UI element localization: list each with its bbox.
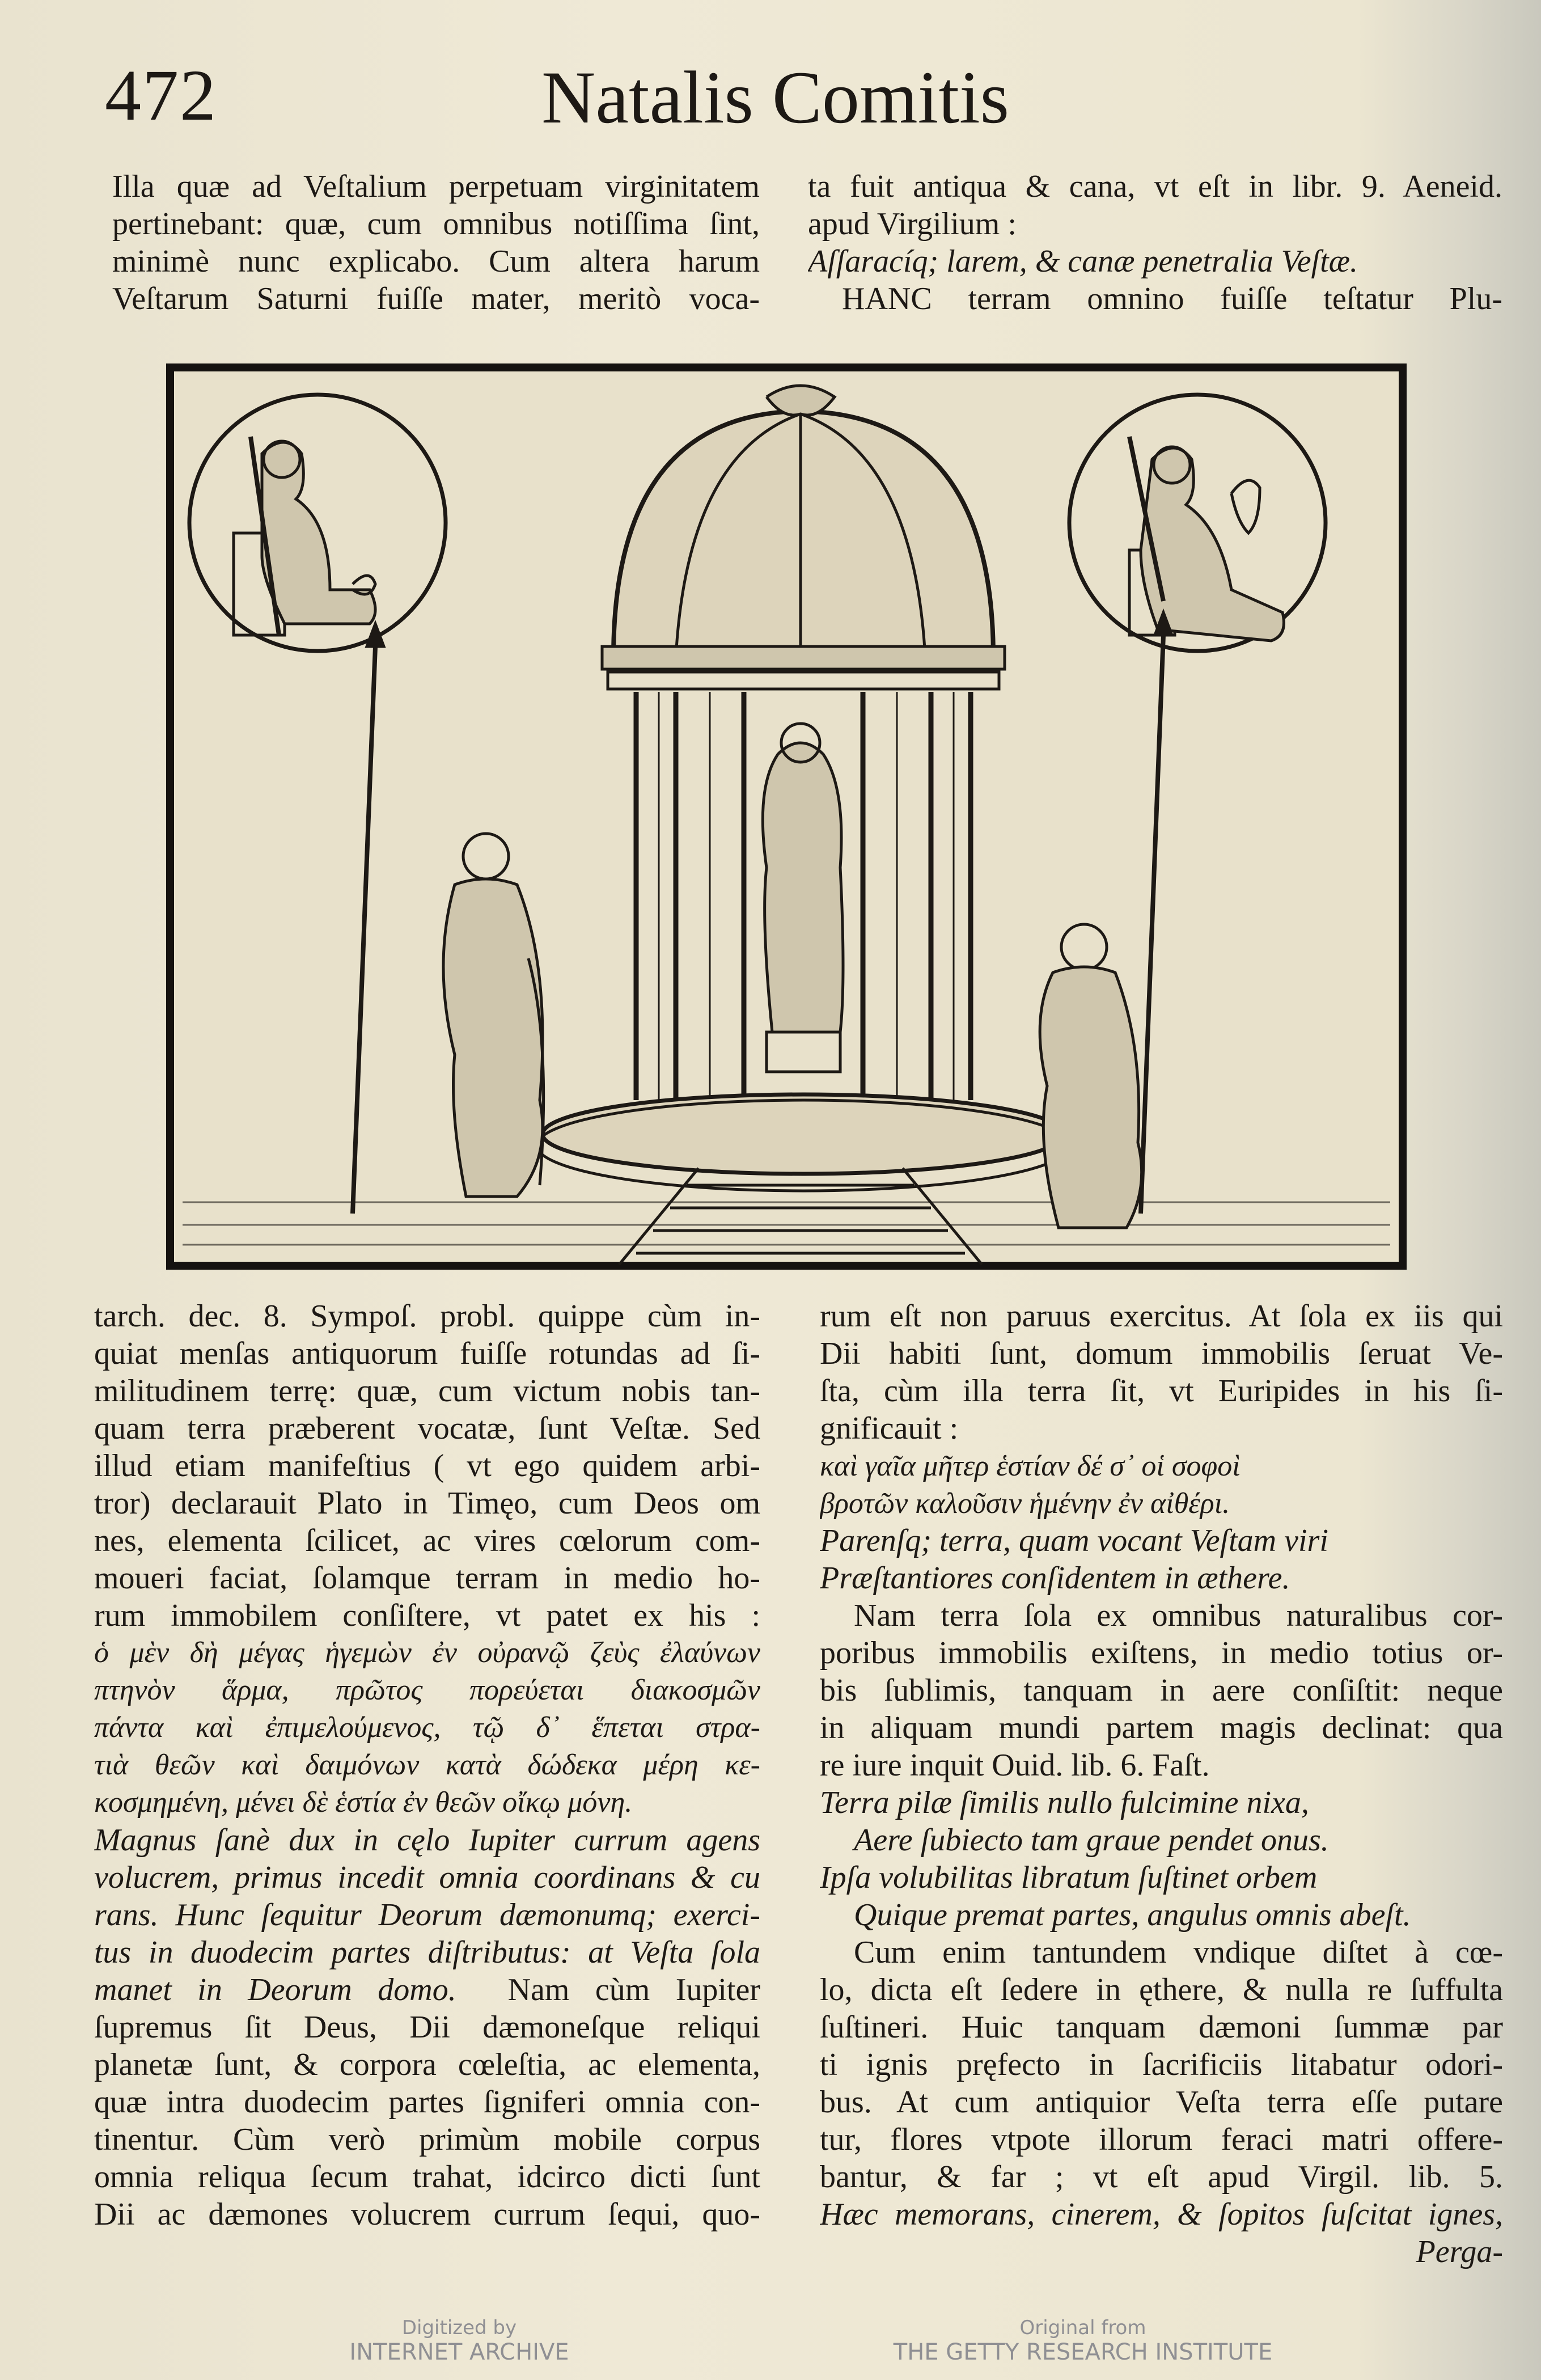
text-line: tinentur. Cùm verò primùm mobile corpus (94, 2122, 760, 2157)
text-line: rans. Hunc ſequitur Deorum dæmonumq; exerci- (94, 1897, 760, 1933)
text-line: ſuſtineri. Huic tanquam dæmoni ſummæ par (820, 2010, 1503, 2045)
text-line: βροτῶν καλοῦσιν ἡμένην ἐν αἰθέρι. (820, 1487, 1230, 1520)
bottom-left-column (94, 1297, 760, 2233)
text-line: poribus immobilis exiſtens, in medio totius or- (820, 1635, 1503, 1671)
text-line: Præſtantiores conſidentem in æthere. (820, 1561, 1290, 1596)
text-line: Aſſaracíq; larem, & canæ penetralia Veſtæ. (808, 244, 1358, 279)
text-line: Hæc memorans, cinerem, & ſopitos ſuſcitat ignes, (820, 2197, 1503, 2232)
text-line: ta fuit antiqua & cana, vt eſt in libr. 9. Aeneid. (808, 169, 1502, 204)
text-line: re iure inquit Ouid. lib. 6. Faſt. (820, 1748, 1210, 1783)
text-line: ſupremus ſit Deus, Dii dæmoneſque reliqui (94, 2010, 760, 2045)
text-line: nes, elementa ſcilicet, ac vires cœlorum com- (94, 1523, 760, 1558)
text-line: HANC terram omnino fuiſſe teſtatur Plu- (842, 281, 1502, 316)
text-line: apud Virgilium : (808, 206, 1017, 242)
text-line: rum eſt non paruus exercitus. At ſola ex iis qui (820, 1299, 1503, 1334)
text-line: Aere ſubiecto tam graue pendet onus. (854, 1823, 1329, 1858)
text-line: gnificauit : (820, 1411, 959, 1446)
running-title: Natalis Comitis (541, 56, 1009, 139)
text-line: Veſtarum Saturni fuiſſe mater, meritò voca- (112, 281, 760, 316)
text-line: Nam terra ſola ex omnibus naturalibus cor- (854, 1598, 1503, 1633)
text-line: Ipſa volubilitas libratum ſuſtinet orbem (820, 1860, 1318, 1895)
text-line: volucrem, primus incedit omnia coordinans & cu (94, 1860, 760, 1895)
text-line: bus. At cum antiquior Veſta terra eſſe putare (820, 2085, 1503, 2120)
text-line: πτηνὸν ἅρμα, πρῶτος πορεύεται διακοσμῶν (94, 1674, 760, 1706)
text-line: Cum enim tantundem vndique diſtet à cœ- (854, 1935, 1503, 1970)
text-line: τιὰ θεῶν καὶ δαιμόνων κατὰ δώδεκα μέρη κε- (94, 1749, 760, 1781)
text-line (94, 1971, 760, 2009)
woodcut-illustration-temple-of-vesta (166, 363, 1407, 1270)
text-line: Parenſq; terra, quam vocant Veſtam viri (820, 1523, 1328, 1558)
text-line: Quique premat partes, angulus omnis abeſt. (854, 1897, 1411, 1933)
text-line: bantur, & far ; vt eſt apud Virgil. lib. 5. (820, 2159, 1503, 2195)
text-line: Terra pilæ ſimilis nullo fulcimine nixa, (820, 1785, 1309, 1820)
top-right-column (808, 168, 1502, 318)
text-line: moueri faciat, ſolamque terram in medio ho- (94, 1561, 760, 1596)
text-line: planetæ ſunt, & corpora cœleſtia, ac elementa, (94, 2047, 760, 2082)
text-line: omnia reliqua ſecum trahat, idcirco dicti ſunt (94, 2159, 760, 2195)
roman-text: Nam cùm Iupiter (507, 1972, 760, 2007)
text-line: Perga- (1416, 2234, 1503, 2269)
digitized-by-watermark (317, 2316, 601, 2365)
original-from-watermark (884, 2316, 1281, 2365)
text-line: rum immobilem conſiſtere, vt patet ex his : (94, 1598, 760, 1633)
text-line: ti ignis pręfecto in ſacrificiis litabatur odori- (820, 2047, 1503, 2082)
text-line: quiat menſas antiquorum fuiſſe rotundas ad ſi- (94, 1336, 760, 1371)
text-line: καὶ γαῖα μῆτερ ἑστίαν δέ σ᾽ οἱ σοφοὶ (820, 1450, 1241, 1482)
text-line: Magnus ſanè dux in cęlo Iupiter currum agens (94, 1823, 760, 1858)
digitized-by-label: Digitized by (401, 2316, 517, 2339)
page-number: 472 (105, 55, 217, 136)
text-line: tarch. dec. 8. Sympoſ. probl. quippe cùm in- (94, 1299, 760, 1334)
text-line: lo, dicta eſt ſedere in ęthere, & nulla re ſuffulta (820, 1972, 1503, 2007)
text-line: pertinebant: quæ, cum omnibus notiſſima ſint, (112, 206, 760, 242)
getty-label: THE GETTY RESEARCH INSTITUTE (893, 2339, 1273, 2365)
internet-archive-label: INTERNET ARCHIVE (349, 2339, 569, 2365)
text-line: militudinem terrę: quæ, cum victum nobis tan- (94, 1373, 760, 1409)
text-line: illud etiam manifeſtius ( vt ego quidem arbi- (94, 1448, 760, 1483)
text-line: bis ſublimis, tanquam in aere conſiſtit: neque (820, 1673, 1503, 1708)
text-line: tror) declarauit Plato in Timęo, cum Deos om (94, 1486, 760, 1521)
text-line: Illa quæ ad Veſtalium perpetuam virginitatem (112, 169, 760, 204)
text-line: Dii habiti ſunt, domum immobilis ſeruat Ve- (820, 1336, 1503, 1371)
text-line: quæ intra duodecim partes ſigniferi omnia con- (94, 2085, 760, 2120)
text-line: tus in duodecim partes diſtributus: at Veſta ſola (94, 1935, 760, 1970)
woodcut-image (166, 363, 1407, 1270)
bottom-right-column (820, 1297, 1503, 2271)
text-line: minimè nunc explicabo. Cum altera harum (112, 244, 760, 279)
text-line: ſta, cùm illa terra ſit, vt Euripides in his ſi- (820, 1373, 1503, 1409)
italic-text: manet in Deorum domo. (94, 1972, 456, 2007)
text-line: in aliquam mundi partem magis declinat: qua (820, 1710, 1503, 1745)
text-line: πάντα καὶ ἐπιμελούμενος, τῷ δ᾽ ἕπεται στρα- (94, 1711, 760, 1744)
text-line: ὁ μὲν δὴ μέγας ἡγεμὼν ἐν οὐρανῷ ζεὺς ἐλαύνων (94, 1637, 760, 1669)
text-line: κοσμημένη, μένει δὲ ἑστία ἐν θεῶν οἴκῳ μόνη. (94, 1786, 633, 1819)
text-line: Dii ac dæmones volucrem currum ſequi, quo- (94, 2197, 760, 2232)
text-line: tur, flores vtpote illorum feraci matri offere- (820, 2122, 1503, 2157)
text-line: quam terra præberent vocatæ, ſunt Veſtæ. Sed (94, 1411, 760, 1446)
original-from-label: Original from (1019, 2316, 1146, 2339)
top-left-column (112, 168, 760, 318)
